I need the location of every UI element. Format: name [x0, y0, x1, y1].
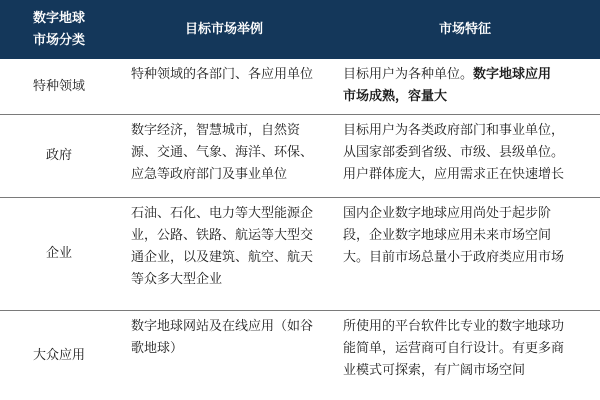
- row-category: 企业: [45, 246, 72, 261]
- table-header: [0, 0, 600, 59]
- row-examples: 数字地球网站及在线应用（如谷 歌地球）: [131, 319, 314, 356]
- row-examples: 特种领域的各部门、各应用单位: [131, 67, 314, 82]
- table-row-enterprise: [0, 198, 600, 311]
- row-features: 目标用户为各类政府部门和事业单位， 从国家部委到省级、市级、县级单位。 用户群体庞大，应用需求正在快速增长: [343, 123, 565, 182]
- header-market-features: 市场特征: [438, 21, 491, 37]
- table-row-government: [0, 115, 600, 198]
- row-category: 政府: [45, 148, 72, 163]
- row-features: 所使用的平台软件比专业的数字地球功 能简单，运营商可自行设计。有更多商 业模式可探索，有广阔市场空间: [343, 319, 565, 378]
- table-row-public: [0, 311, 600, 400]
- row-features: 国内企业数字地球应用尚处于起步阶 段，企业数字地球应用未来市场空间 大。目前市场总量小于政府类应用市场: [343, 206, 565, 265]
- row-category: 大众应用: [32, 347, 85, 363]
- row-examples: 石油、石化、电力等大型能源企 业，公路、铁路、航运等大型交 通企业，以及建筑、航空、航天 等众多大型企业: [131, 206, 314, 287]
- header-target-market-examples: 目标市场举例: [184, 21, 263, 37]
- table-row-special: [0, 59, 600, 115]
- row-examples: 数字经济，智慧城市，自然资 源、交通、气象、海洋、环保、 应急等政府部门及事业单位: [131, 123, 314, 182]
- row-features: 目标用户为各种单位。数字地球应用 市场成熟，容量大: [343, 67, 552, 104]
- header-market-category: 数字地球 市场分类: [32, 10, 85, 48]
- row-category: 特种领域: [32, 78, 85, 94]
